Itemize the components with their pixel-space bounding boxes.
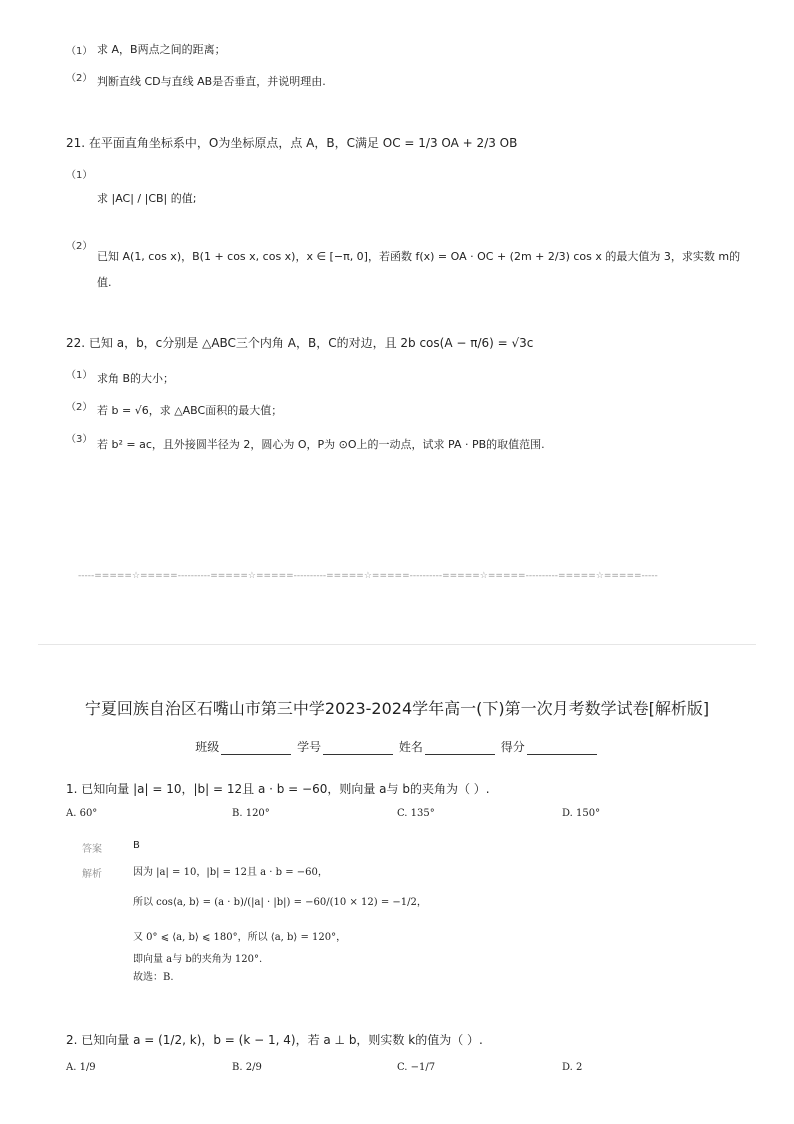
student-info-line [0, 738, 794, 755]
q22-part2-text: 若 b = √6，求 △ABC面积的最大值； [97, 404, 283, 417]
q21-part2-line2: 值. [97, 276, 112, 289]
q20-part2-number: （2） [66, 73, 93, 84]
q2-stem: 2. 已知向量 a = (1/2, k)，b = (k − 1, 4)，若 a ⊥ b，则实数 k的值为（ ）. [66, 1033, 483, 1047]
q2-option-b: B. 2/9 [232, 1062, 262, 1073]
q1-answer-label: 答案 [82, 844, 102, 855]
q1-option-c: C. 135° [397, 808, 435, 819]
q1-analysis-line2: 所以 cos⟨a, b⟩ = (a · b)/(|a| · |b|) = −60/(10 × 12) = −1/2， [133, 897, 427, 908]
score-blank[interactable] [527, 742, 597, 755]
q1-analysis-line4: 即向量 a与 b的夹角为 120°. [133, 954, 263, 965]
q22-stem: 22. 已知 a，b，c分别是 △ABC三个内角 A，B，C的对边，且 2b cos(A − π/6) = √3c [66, 336, 534, 350]
q21-stem: 21. 在平面直角坐标系中，O为坐标原点，点 A，B，C满足 OC = 1/3 OA + 2/3 OB [66, 136, 518, 150]
id-label: 学号 [297, 740, 322, 754]
q20-part1-number: （1） [66, 46, 93, 57]
q2-option-d: D. 2 [562, 1062, 583, 1073]
section-separator: -----=====☆=====----------=====☆=====----------=====☆=====----------=====☆=====----------=====☆=====----- [78, 571, 658, 581]
q21-part1-number: （1） [66, 170, 93, 181]
q21-part2-number: （2） [66, 241, 93, 252]
q1-stem: 1. 已知向量 |a| = 10，|b| = 12且 a · b = −60，则向量 a与 b的夹角为（ ）. [66, 782, 490, 796]
name-blank[interactable] [425, 742, 495, 755]
q1-analysis-line5: 故选：B. [133, 972, 174, 983]
q22-part2-number: （2） [66, 402, 93, 413]
q22-part1-number: （1） [66, 370, 93, 381]
id-blank[interactable] [323, 742, 393, 755]
q22-part3-number: （3） [66, 434, 93, 445]
q1-option-d: D. 150° [562, 808, 601, 819]
q21-part2-line1: 已知 A(1, cos x)，B(1 + cos x, cos x)，x ∈ [−π, 0]，若函数 f(x) = OA · OC + (2m + 2/3) cos x 的最大值为 3，求实数 m的 [97, 250, 741, 263]
class-label: 班级 [195, 740, 220, 754]
q2-option-c: C. −1/7 [397, 1062, 436, 1073]
class-blank[interactable] [221, 742, 291, 755]
q20-part1-text: 求 A，B两点之间的距离； [97, 43, 226, 56]
q1-option-a: A. 60° [66, 808, 98, 819]
q1-analysis-line3: 又 0° ⩽ ⟨a, b⟩ ⩽ 180°，所以 ⟨a, b⟩ = 120°， [133, 932, 347, 943]
q22-part3-text: 若 b² = ac，且外接圆半径为 2，圆心为 O，P为 ⊙O上的一动点，试求 PA · PB的取值范围. [97, 438, 545, 451]
page-title: 宁夏回族自治区石嘴山市第三中学2023-2024学年高一(下)第一次月考数学试卷[解析版] [84, 699, 710, 718]
q1-analysis-line1: 因为 |a| = 10，|b| = 12且 a · b = −60， [133, 867, 328, 878]
name-label: 姓名 [398, 740, 423, 754]
q1-analysis-label: 解析 [82, 869, 102, 880]
q20-part2-text: 判断直线 CD与直线 AB是否垂直，并说明理由. [97, 75, 326, 88]
q2-option-a: A. 1/9 [66, 1062, 96, 1073]
q1-answer: B [133, 840, 140, 851]
q22-part1-text: 求角 B的大小； [97, 372, 175, 385]
page-divider [38, 644, 756, 645]
q1-option-b: B. 120° [232, 808, 270, 819]
q21-part1-text: 求 |AC| / |CB| 的值; [97, 192, 197, 205]
score-label: 得分 [500, 740, 525, 754]
